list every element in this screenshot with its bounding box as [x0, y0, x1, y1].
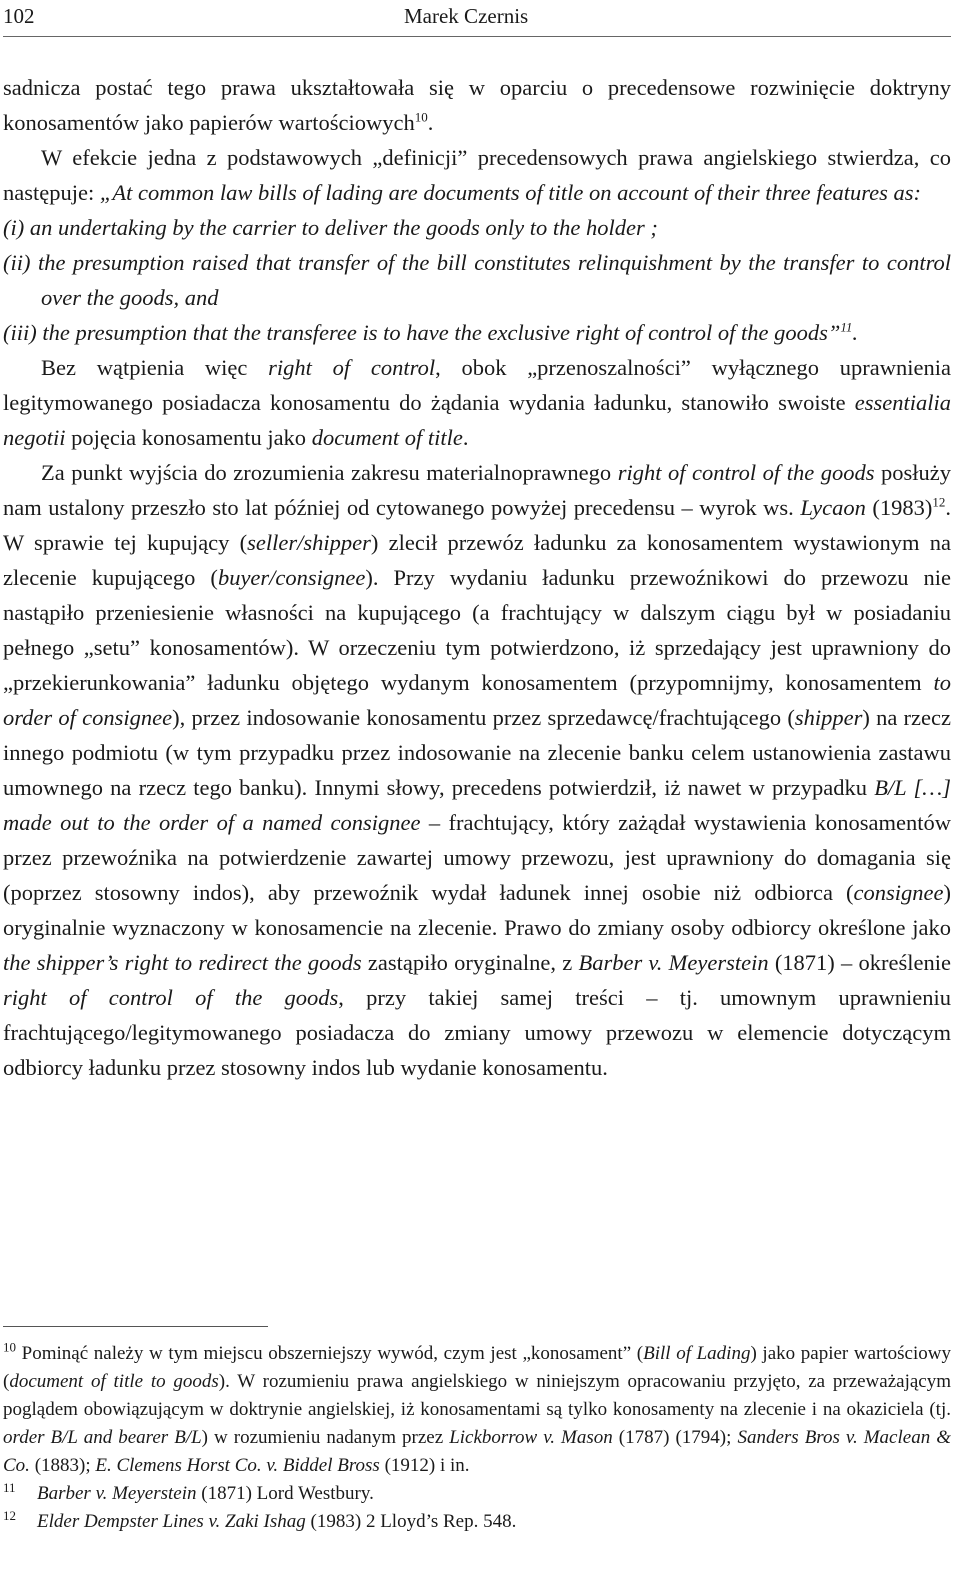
footnote-number: 11 [3, 1480, 16, 1495]
text-run: . [427, 110, 434, 135]
italic-term: Lickborrow v. Mason [449, 1427, 613, 1448]
text-run: . W sprawie tej kupujący ( [3, 495, 951, 555]
text-run: Za punkt wyjścia do zrozumienia zakresu materialnoprawnego [41, 460, 618, 485]
quote-intro: „At common law bills of lading are documents of title on account of their three features as: [99, 180, 922, 205]
italic-term: consignee [853, 880, 944, 905]
text-run: ) na rzecz innego podmiotu (w tym przypadku przez indosowanie na zlecenie banku celem ustanowienia zastawu umownego na rzecz tego banku). Innymi słowy, precedens potwierdził, iż nawet w przypadku [3, 705, 951, 800]
paragraph-3 [3, 350, 951, 455]
text-run: ) w rozumieniu nadanym przez [201, 1427, 450, 1448]
text-run: . [852, 320, 859, 345]
quote-item-iii [3, 315, 951, 350]
text-run: , przy takiej samej treści – tj. umownym uprawnieniu frachtującego/legitymowanego posiadacza do zmiany umowy przewozu w elemencie dotyczącym odbiorcy ładunku przez stosowny indos lub wydanie konosamentu. [3, 985, 951, 1080]
paragraph-1 [3, 70, 951, 140]
italic-term: Sanders Bros v. Maclean & Co. [3, 1427, 952, 1476]
text-run: , obok „przenoszalności” wyłącznego uprawnienia legitymowanego posiadacza konosamentu do żądania wydania ładunku, stanowiło swoiste [3, 355, 951, 415]
italic-term: document of title to goods [9, 1371, 219, 1392]
text-run: Pominąć należy w tym miejscu obszerniejszy wywód, czym jest „konosament” ( [16, 1343, 644, 1364]
text-run: (1787) (1794); [612, 1427, 738, 1448]
text-run: W efekcie jedna z podstawowych „definicji” precedensowych prawa angielskiego stwierdza, co następuje: [3, 145, 951, 205]
text-run: (iii) the presumption that the transferee is to have the exclusive right of control of the goods” [3, 320, 841, 345]
italic-term: the shipper’s right to redirect the goods [3, 950, 362, 975]
footnote-12 [3, 1508, 951, 1536]
italic-term: E. Clemens Horst Co. v. Biddel Bross [95, 1455, 380, 1476]
text-run: (1871) Lord Westbury. [196, 1483, 374, 1504]
text-run: ) jako papier wartościowy ( [3, 1343, 951, 1392]
footnote-rule [3, 1326, 268, 1327]
text-run: ). Przy wydaniu ładunku przewoźnikowi do przewozu nie nastąpiło przeniesienie własności na kupującego (a frachtujący w dalszym ciągu był w posiadaniu pełnego „setu” konosamentów). W orzeczeniu tym potwierdzono, iż sprzedający jest uprawniony do „przekierunkowania” ładunku objętego wydanym konosamentem (przypomnijmy, konosamentem [3, 565, 952, 695]
text-run: pojęcia konosamentu jako [65, 425, 312, 450]
footnote-ref-11: 11 [840, 319, 853, 335]
italic-term: seller/shipper [247, 530, 371, 555]
footnote-number: 10 [3, 1339, 16, 1355]
paragraph-4 [3, 455, 951, 1085]
text-run: sadnicza postać tego prawa ukształtowała się w oparciu o precedensowe rozwinięcie doktryny konosamentów jako papierów wartościowych [3, 75, 951, 135]
text-run: (1912) i in. [379, 1455, 470, 1476]
italic-term: to order of consignee [3, 670, 951, 730]
text-run: ) zlecił przewóz ładunku za konosamentem wystawionym na zlecenie kupującego ( [3, 530, 951, 590]
text-run: zastąpiło oryginalne, z [361, 950, 579, 975]
footnote-number: 12 [3, 1508, 16, 1523]
text-run: Bez wątpienia więc [41, 355, 269, 380]
footnotes [3, 1340, 951, 1536]
italic-term: buyer/consignee [217, 565, 366, 590]
footnote-11 [3, 1480, 951, 1508]
main-text [3, 70, 951, 1085]
italic-term: Lycaon [800, 495, 866, 520]
italic-term: right of control of the goods [3, 985, 339, 1010]
italic-term: right of control [268, 355, 436, 380]
italic-term: essentialia negotii [3, 390, 951, 450]
footnote-10 [3, 1340, 951, 1480]
text-run: (1983) 2 Lloyd’s Rep. 548. [305, 1511, 517, 1532]
italic-term: right of control of the goods [617, 460, 875, 485]
text-run: posłuży nam ustalony przeszło sto lat później od cytowanego powyżej precedensu – wyrok ws. [3, 460, 951, 520]
quote-item-i: (i) an undertaking by the carrier to deliver the goods only to the holder ; [3, 215, 658, 240]
text-run: . [462, 425, 469, 450]
page-number: 102 [3, 4, 35, 28]
text-run: (1871) – określenie [768, 950, 951, 975]
italic-term: Bill of Lading [643, 1343, 751, 1364]
text-run: (1983) [865, 495, 933, 520]
text-run: – frachtujący, który zażądał wystawienia konosamentów przez przewoźnika na potwierdzenie zawartej umowy przewozu, jest uprawniony do domagania się (poprzez stosowny indos), aby przewoźnik wydał ładunek innej osobie niż odbiorca ( [3, 810, 952, 905]
text-run: ) oryginalnie wyznaczony w konosamencie na zlecenie. Prawo do zmiany osoby odbiorcy określone jako [3, 880, 951, 940]
running-header [3, 4, 951, 32]
running-head-author: Marek Czernis [404, 4, 529, 28]
italic-term: order B/L and bearer B/L [3, 1427, 202, 1448]
header-rule [3, 36, 951, 37]
italic-term: B/L […] made out to the order of a named consignee [3, 775, 952, 835]
footnote-ref-12: 12 [932, 494, 946, 510]
italic-term: Elder Dempster Lines v. Zaki Ishag [37, 1511, 306, 1532]
text-run: ). W rozumieniu prawa angielskiego w niniejszym opracowaniu przyjęto, za przeważającym poglądem obowiązującym w doktrynie angielskiej, iż konosamentami są tylko konosamenty na zlecenie i na okaziciela (tj. [3, 1371, 951, 1420]
italic-term: shipper [794, 705, 863, 730]
text-run: ), przez indosowanie konosamentu przez sprzedawcę/frachtującego ( [172, 705, 795, 730]
italic-term: Barber v. Meyerstein [578, 950, 769, 975]
paragraph-2 [3, 140, 951, 210]
quote-item-ii: (ii) the presumption raised that transfer of the bill constitutes relinquishment by the transfer to control over the goods, and [3, 250, 951, 310]
page [3, 0, 951, 1574]
italic-term: document of title [311, 425, 463, 450]
footnote-ref-10: 10 [414, 109, 428, 125]
text-run: (1883); [29, 1455, 96, 1476]
italic-term: Barber v. Meyerstein [37, 1483, 197, 1504]
